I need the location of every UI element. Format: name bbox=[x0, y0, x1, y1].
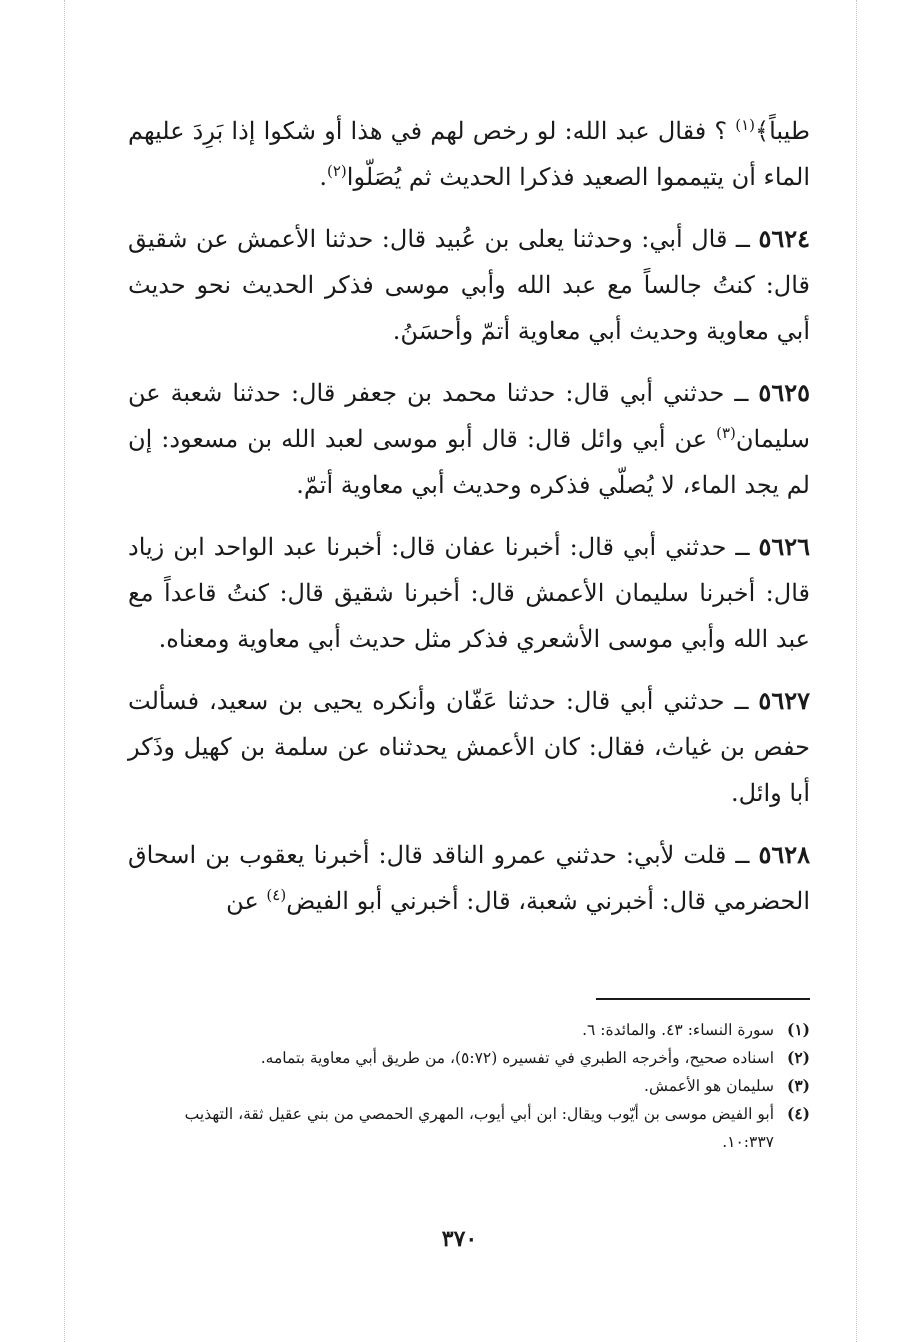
hadith-text: عن أبي وائل قال: قال أبو موسى لعبد الله بن مسعود: إن لم يجد الماء، لا يُصلّي فذكره وحديث أبي معاوية أتمّ. bbox=[128, 425, 810, 499]
footnote-text: أبو الفيض موسى بن أيّوب ويقال: ابن أبي أيوب، المهري الحمصي من بني عقيل ثقة، التهذيب ١٠:٣٣٧. bbox=[184, 1105, 774, 1151]
hadith-5628 bbox=[128, 832, 810, 924]
footnote-text: سورة النساء: ٤٣. والمائدة: ٦. bbox=[582, 1021, 774, 1039]
hadith-text: عن bbox=[226, 887, 259, 915]
footnote-item bbox=[128, 1016, 810, 1044]
hadith-text: ــ حدثني أبي قال: أخبرنا عفان قال: أخبرنا عبد الواحد ابن زياد قال: أخبرنا سليمان الأعمش قال: أخبرنا شقيق قال: كنتُ قاعداً مع عبد الله وأبي موسى الأشعري فذكر مثل حديث أبي معاوية ومعناه. bbox=[128, 533, 810, 653]
page-number: ٣٧٠ bbox=[441, 1226, 478, 1252]
hadith-text: ــ حدثني أبي قال: حدثنا محمد بن جعفر قال: حدثنا شعبة عن سليمان bbox=[128, 379, 810, 453]
footnote-number: (٣) bbox=[786, 1076, 810, 1095]
hadith-text: ــ قال أبي: وحدثنا يعلى بن عُبيد قال: حدثنا الأعمش عن شقيق قال: كنتُ جالساً مع عبد الله وأبي موسى فذكر الحديث نحو حديث أبي معاوية وحديث أبي معاوية أتمّ وأحسَنُ. bbox=[128, 225, 810, 345]
paragraph-continuation bbox=[128, 108, 810, 200]
footnote-number: (٤) bbox=[786, 1104, 810, 1123]
text-segment: ؟ فقال عبد الله: لو رخص لهم في هذا أو شكوا إذا بَرِدَ عليهم الماء أن يتيمموا الصعيد فذكرا الحديث ثم يُصَلّوا bbox=[128, 117, 810, 191]
hadith-5625 bbox=[128, 370, 810, 508]
footnote-number: (٢) bbox=[786, 1048, 810, 1067]
fold-line bbox=[64, 0, 65, 1342]
footnote-divider bbox=[596, 998, 810, 1000]
text-segment: طيباً﴾ bbox=[755, 117, 810, 145]
footnote-text: اسناده صحيح، وأخرجه الطبري في تفسيره (٥:٧٢)، من طريق أبي معاوية بتمامه. bbox=[260, 1049, 774, 1067]
hadith-5624 bbox=[128, 216, 810, 354]
footnotes bbox=[128, 1016, 810, 1156]
hadith-text: ــ حدثني أبي قال: حدثنا عَفّان وأنكره يحيى بن سعيد، فسألت حفص بن غياث، فقال: كان الأعمش يحدثناه عن سلمة بن كهيل وذَكر أبا وائل. bbox=[128, 687, 810, 807]
footnote-item bbox=[128, 1100, 810, 1156]
hadith-number: ٥٦٢٧ bbox=[758, 686, 810, 715]
fold-line bbox=[856, 0, 857, 1342]
hadith-5626 bbox=[128, 524, 810, 662]
text-segment: . bbox=[319, 163, 327, 191]
footnote-item bbox=[128, 1044, 810, 1072]
footnote-number: (١) bbox=[786, 1020, 810, 1039]
footnote-text: سليمان هو الأعمش. bbox=[644, 1077, 774, 1095]
main-text bbox=[128, 108, 810, 940]
hadith-5627 bbox=[128, 678, 810, 816]
hadith-text: ــ قلت لأبي: حدثني عمرو الناقد قال: أخبرنا يعقوب بن اسحاق الحضرمي قال: أخبرني شعبة، قال: أخبرني أبو الفيض bbox=[128, 841, 810, 915]
footnote-ref[interactable]: (٤) bbox=[266, 886, 287, 904]
hadith-number: ٥٦٢٨ bbox=[758, 840, 810, 869]
footnote-ref[interactable]: (٣) bbox=[716, 424, 736, 442]
hadith-number: ٥٦٢٤ bbox=[758, 224, 810, 253]
hadith-number: ٥٦٢٥ bbox=[758, 378, 810, 407]
footnote-ref[interactable]: (٢) bbox=[327, 162, 347, 180]
hadith-number: ٥٦٢٦ bbox=[758, 532, 810, 561]
footnote-item bbox=[128, 1072, 810, 1100]
footnote-ref[interactable]: (١) bbox=[735, 116, 756, 134]
